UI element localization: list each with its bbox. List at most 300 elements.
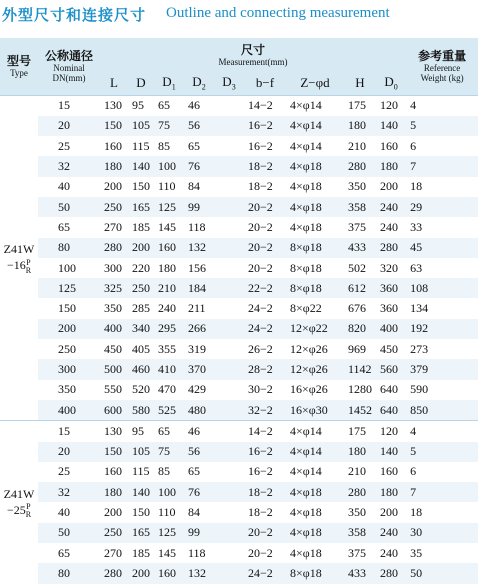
table-cell: 180	[344, 442, 376, 462]
table-cell: 266	[184, 319, 214, 339]
table-cell: 160	[154, 238, 184, 258]
table-cell: 400	[376, 319, 406, 339]
table-cell	[214, 217, 244, 237]
table-cell: 180	[376, 482, 406, 502]
table-cell: 4×φ18	[290, 505, 322, 520]
table-row	[0, 116, 478, 136]
column-header: D	[128, 71, 154, 95]
table-cell: 115	[132, 464, 150, 479]
table-cell	[214, 258, 244, 278]
table-cell	[214, 462, 244, 482]
table-cell: 40	[58, 505, 70, 520]
table-cell: 8×φ18	[286, 563, 344, 583]
table-cell: 16×φ30	[286, 400, 344, 421]
table-cell: 4×φ18	[290, 219, 322, 234]
table-cell: 160	[104, 464, 122, 479]
table-row	[0, 238, 478, 258]
weight-header: 参考重量 Reference Weight (kg)	[406, 38, 478, 95]
table-cell: 140	[128, 482, 154, 502]
title-chinese: 外型尺寸和连接尺寸	[2, 6, 147, 24]
measurement-table	[0, 38, 478, 584]
table-cell: 95	[128, 421, 154, 442]
table-row	[0, 258, 478, 278]
table-cell: 35	[410, 545, 423, 560]
model-pressure: −25 P R	[6, 502, 32, 520]
table-cell: 20−2	[244, 523, 286, 543]
table-cell: 20−2	[244, 197, 286, 217]
table-cell: 14−2	[244, 421, 286, 442]
table-cell: 100	[58, 260, 76, 275]
table-cell: 240	[380, 219, 398, 234]
table-cell	[214, 136, 244, 156]
table-row	[0, 462, 478, 482]
table-cell: 120	[376, 421, 406, 442]
table-cell: 470	[158, 382, 176, 397]
table-cell: 410	[154, 359, 184, 379]
table-cell: 18−2	[244, 156, 286, 176]
table-row	[0, 95, 478, 116]
table-cell: 25	[58, 138, 70, 153]
table-cell: 4	[406, 95, 478, 116]
table-cell: 270	[104, 545, 122, 560]
table-cell: 76	[184, 156, 214, 176]
table-cell: 165	[128, 197, 154, 217]
table-cell: 319	[188, 341, 206, 356]
table-cell: 200	[380, 179, 398, 194]
table-cell: 160	[154, 563, 184, 583]
table-cell: 140	[376, 442, 406, 462]
table-cell: 590	[410, 382, 429, 397]
table-row	[0, 543, 478, 563]
table-cell	[214, 421, 244, 442]
table-cell: 65	[188, 138, 200, 153]
table-cell: 40	[58, 179, 70, 194]
table-cell: 5	[406, 442, 478, 462]
table-cell: 22−2	[244, 278, 286, 298]
table-cell: 150	[100, 442, 128, 462]
table-row	[0, 380, 478, 400]
table-cell: 12×φ26	[286, 359, 344, 379]
table-cell: 65	[154, 95, 184, 116]
table-cell: 84	[188, 505, 200, 520]
column-header: $D_2$	[184, 71, 214, 95]
table-cell: 280	[344, 482, 376, 502]
column-header: L	[100, 71, 128, 95]
table-cell: 99	[184, 197, 214, 217]
table-cell: 180	[158, 260, 176, 275]
table-cell: 220	[132, 260, 150, 275]
table-cell: 140	[128, 156, 154, 176]
table-cell	[214, 359, 244, 379]
table-cell: 165	[128, 523, 154, 543]
table-cell: 250	[100, 197, 128, 217]
table-cell: 46	[184, 95, 214, 116]
table-cell: 125	[154, 523, 184, 543]
table-cell: 8×φ18	[286, 278, 344, 298]
table-cell: 502	[348, 260, 366, 275]
table-cell	[214, 523, 244, 543]
table-cell: 325	[100, 278, 128, 298]
table-cell: 65	[154, 421, 184, 442]
table-cell: 433	[344, 238, 376, 258]
table-cell: 20	[38, 442, 100, 462]
table-cell: 50	[38, 197, 100, 217]
table-row	[0, 442, 478, 462]
table-cell: 32−2	[244, 400, 286, 421]
table-cell: 15	[38, 95, 100, 116]
table-row	[0, 319, 478, 339]
table-cell: 24−2	[244, 563, 286, 583]
table-cell: 612	[344, 278, 376, 298]
table-cell: 180	[100, 156, 128, 176]
table-cell: 12×φ22	[286, 319, 344, 339]
table-row	[0, 278, 478, 298]
table-cell: 50	[406, 563, 478, 583]
column-header: $D_1$	[154, 71, 184, 95]
table-cell: 32	[38, 156, 100, 176]
table-cell: 4×φ18	[290, 545, 322, 560]
table-cell: 32	[38, 482, 100, 502]
table-cell: 56	[184, 442, 214, 462]
table-cell: 4×φ18	[286, 523, 344, 543]
table-cell: 18	[410, 505, 423, 520]
table-cell: 120	[376, 95, 406, 116]
table-cell: 8×φ18	[286, 238, 344, 258]
table-cell: 29	[406, 197, 478, 217]
table-cell: 300	[38, 359, 100, 379]
table-cell: 350	[348, 179, 366, 194]
table-cell: 270	[104, 219, 122, 234]
table-cell: 210	[348, 138, 366, 153]
table-cell: 273	[410, 341, 429, 356]
table-cell: 200	[104, 505, 122, 520]
table-cell: 150	[100, 116, 128, 136]
table-cell: 18−2	[244, 482, 286, 502]
table-cell: 358	[344, 197, 376, 217]
table-cell: 4×φ18	[286, 482, 344, 502]
table-cell: 379	[406, 359, 478, 379]
table-cell: 75	[154, 116, 184, 136]
table-cell: 45	[406, 238, 478, 258]
table-cell: 132	[184, 563, 214, 583]
table-cell: 4×φ14	[290, 464, 322, 479]
table-cell: 150	[132, 179, 150, 194]
table-row	[0, 421, 478, 442]
table-cell: 175	[344, 95, 376, 116]
model-name: Z41W	[3, 242, 35, 257]
table-cell: 5	[406, 116, 478, 136]
table-cell: 200	[128, 238, 154, 258]
table-cell	[214, 156, 244, 176]
table-cell	[214, 298, 244, 318]
table-cell: 145	[158, 545, 176, 560]
table-cell: 130	[100, 95, 128, 116]
table-cell: 160	[380, 464, 398, 479]
table-cell: 180	[100, 482, 128, 502]
table-cell	[214, 380, 244, 400]
table-cell: 4×φ14	[286, 442, 344, 462]
table-cell: 340	[128, 319, 154, 339]
model-cell	[0, 95, 38, 421]
table-cell: 400	[100, 319, 128, 339]
table-cell: 156	[188, 260, 206, 275]
model-pressure: −16 P R	[6, 257, 32, 275]
table-cell: 76	[184, 482, 214, 502]
table-cell: 28−2	[244, 359, 286, 379]
table-cell: 20−2	[248, 260, 273, 275]
table-cell: 850	[406, 400, 478, 421]
table-cell: 50	[38, 523, 100, 543]
table-cell: 1142	[344, 359, 376, 379]
table-cell: 550	[104, 382, 122, 397]
table-cell: 676	[348, 301, 366, 316]
table-cell: 4×φ14	[286, 421, 344, 442]
table-cell: 7	[406, 156, 478, 176]
table-cell: 280	[344, 156, 376, 176]
table-cell: 118	[188, 219, 206, 234]
table-row	[0, 523, 478, 543]
table-cell: 7	[406, 482, 478, 502]
measurement-header: 尺寸 Measurement(mm)	[100, 38, 406, 71]
table-cell: 30−2	[248, 382, 273, 397]
table-cell: 600	[100, 400, 128, 421]
table-cell: 8×φ22	[290, 301, 322, 316]
table-cell: 20−2	[244, 238, 286, 258]
table-cell: 25	[58, 464, 70, 479]
table-cell: 360	[376, 278, 406, 298]
table-cell: 4×φ18	[286, 156, 344, 176]
table-cell: 14−2	[244, 95, 286, 116]
table-cell: 115	[132, 138, 150, 153]
table-cell: 180	[376, 156, 406, 176]
table-cell: 180	[344, 116, 376, 136]
table-cell: 105	[128, 442, 154, 462]
table-cell: 370	[184, 359, 214, 379]
table-cell: 4×φ18	[286, 197, 344, 217]
table-cell: 105	[128, 116, 154, 136]
table-cell: 16−2	[244, 442, 286, 462]
table-cell: 46	[184, 421, 214, 442]
table-cell: 118	[188, 545, 206, 560]
table-cell	[214, 278, 244, 298]
table-cell: 132	[184, 238, 214, 258]
table-cell: 200	[38, 319, 100, 339]
table-cell: 15	[38, 421, 100, 442]
table-row	[0, 359, 478, 379]
title-bar	[0, 0, 478, 28]
table-cell	[214, 319, 244, 339]
table-cell: 250	[128, 278, 154, 298]
column-header: $D_0$	[376, 71, 406, 95]
table-cell: 280	[376, 563, 406, 583]
table-cell: 30	[406, 523, 478, 543]
table-cell: 480	[184, 400, 214, 421]
table-cell: 20	[38, 116, 100, 136]
table-cell: 192	[406, 319, 478, 339]
table-cell: 16−2	[248, 464, 273, 479]
table-cell: 65	[58, 545, 70, 560]
table-cell: 18	[410, 179, 423, 194]
table-cell: 300	[104, 260, 122, 275]
table-cell: 4×φ14	[286, 116, 344, 136]
table-row	[0, 136, 478, 156]
table-cell: 6	[410, 464, 417, 479]
table-row	[0, 298, 478, 318]
table-cell: 358	[344, 523, 376, 543]
table-cell: 145	[158, 219, 176, 234]
table-cell: 820	[344, 319, 376, 339]
table-cell: 295	[154, 319, 184, 339]
table-cell: 33	[410, 219, 423, 234]
table-cell	[214, 482, 244, 502]
table-cell: 350	[348, 505, 366, 520]
table-cell: 185	[132, 545, 150, 560]
table-cell: 969	[348, 341, 366, 356]
table-cell: 80	[38, 563, 100, 583]
table-cell: 125	[154, 197, 184, 217]
table-cell: 24−2	[244, 319, 286, 339]
table-row	[0, 156, 478, 176]
table-cell: 350	[104, 301, 122, 316]
table-cell: 433	[344, 563, 376, 583]
table-cell: 375	[348, 219, 366, 234]
table-cell: 110	[158, 179, 176, 194]
table-cell: 99	[184, 523, 214, 543]
table-row	[0, 177, 478, 197]
table-cell: 375	[348, 545, 366, 560]
table-cell: 350	[58, 382, 76, 397]
table-cell: 200	[380, 505, 398, 520]
table-cell: 110	[158, 505, 176, 520]
table-cell: 280	[100, 563, 128, 583]
table-cell	[214, 400, 244, 421]
column-header: Z−φd	[286, 71, 344, 95]
table-cell: 4	[406, 421, 478, 442]
table-cell: 210	[154, 278, 184, 298]
table-cell	[214, 442, 244, 462]
table-row	[0, 400, 478, 421]
table-cell	[214, 116, 244, 136]
table-cell: 175	[344, 421, 376, 442]
table-cell: 150	[132, 505, 150, 520]
table-cell: 63	[410, 260, 423, 275]
table-row	[0, 197, 478, 217]
table-cell: 125	[38, 278, 100, 298]
model-name: Z41W	[3, 486, 35, 501]
table-cell: 500	[100, 359, 128, 379]
table-cell: 16×φ26	[290, 382, 328, 397]
column-header: H	[344, 71, 376, 95]
table-cell: 1452	[344, 400, 376, 421]
table-cell: 405	[132, 341, 150, 356]
column-header: $D_3$	[214, 71, 244, 95]
table-cell: 18−2	[248, 179, 273, 194]
table-cell: 80	[38, 238, 100, 258]
table-cell: 95	[128, 95, 154, 116]
table-cell	[214, 95, 244, 116]
table-cell: 24−2	[248, 301, 273, 316]
table-cell: 4×φ14	[290, 138, 322, 153]
table-cell: 450	[104, 341, 122, 356]
table-cell: 130	[100, 421, 128, 442]
type-header: 型号 Type	[0, 38, 38, 95]
table-cell: 16−2	[248, 138, 273, 153]
table-cell	[214, 543, 244, 563]
table-row	[0, 502, 478, 522]
table-cell: 18−2	[248, 505, 273, 520]
table-cell: 140	[376, 116, 406, 136]
table-cell: 8×φ18	[290, 260, 322, 275]
table-row	[0, 217, 478, 237]
table-cell: 20−2	[248, 545, 273, 560]
table-cell: 580	[128, 400, 154, 421]
table-cell: 65	[188, 464, 200, 479]
table-cell: 84	[188, 179, 200, 194]
table-cell: 26−2	[248, 341, 273, 356]
table-cell: 75	[154, 442, 184, 462]
table-cell: 280	[100, 238, 128, 258]
table-cell: 210	[348, 464, 366, 479]
table-cell: 285	[132, 301, 150, 316]
table-cell: 85	[158, 138, 170, 153]
table-cell: 280	[376, 238, 406, 258]
table-cell: 211	[188, 301, 206, 316]
table-cell: 100	[154, 482, 184, 502]
table-cell: 240	[376, 523, 406, 543]
table-cell: 65	[58, 219, 70, 234]
table-cell: 450	[380, 341, 398, 356]
table-cell	[214, 177, 244, 197]
table-cell: 250	[58, 341, 76, 356]
table-cell	[214, 339, 244, 359]
table-cell: 185	[132, 219, 150, 234]
table-cell: 320	[380, 260, 398, 275]
title-english: Outline and connecting measurement	[166, 5, 390, 21]
table-cell: 560	[376, 359, 406, 379]
table-cell: 525	[154, 400, 184, 421]
model-cell	[0, 421, 38, 584]
table-cell: 4×φ18	[290, 179, 322, 194]
table-cell: 240	[376, 197, 406, 217]
table-cell: 6	[410, 138, 417, 153]
table-cell: 400	[38, 400, 100, 421]
table-cell: 184	[184, 278, 214, 298]
table-cell: 134	[410, 301, 429, 316]
table-cell: 200	[128, 563, 154, 583]
table-cell: 520	[132, 382, 150, 397]
table-cell: 240	[380, 545, 398, 560]
table-cell: 160	[380, 138, 398, 153]
table-cell: 200	[104, 179, 122, 194]
table-cell: 16−2	[244, 116, 286, 136]
table-cell: 85	[158, 464, 170, 479]
table-cell: 360	[380, 301, 398, 316]
table-cell: 12×φ26	[290, 341, 328, 356]
table-cell: 108	[406, 278, 478, 298]
table-cell: 250	[100, 523, 128, 543]
table-cell: 240	[158, 301, 176, 316]
table-cell: 100	[154, 156, 184, 176]
table-cell: 460	[128, 359, 154, 379]
table-cell: 640	[380, 382, 398, 397]
column-header: b−f	[244, 71, 286, 95]
table-cell: 640	[376, 400, 406, 421]
table-cell: 4×φ14	[286, 95, 344, 116]
table-cell	[214, 502, 244, 522]
nominal-diameter-header: 公称通径 Nominal DN(mm)	[38, 38, 100, 95]
table-cell: 160	[104, 138, 122, 153]
table-cell: 1280	[348, 382, 372, 397]
